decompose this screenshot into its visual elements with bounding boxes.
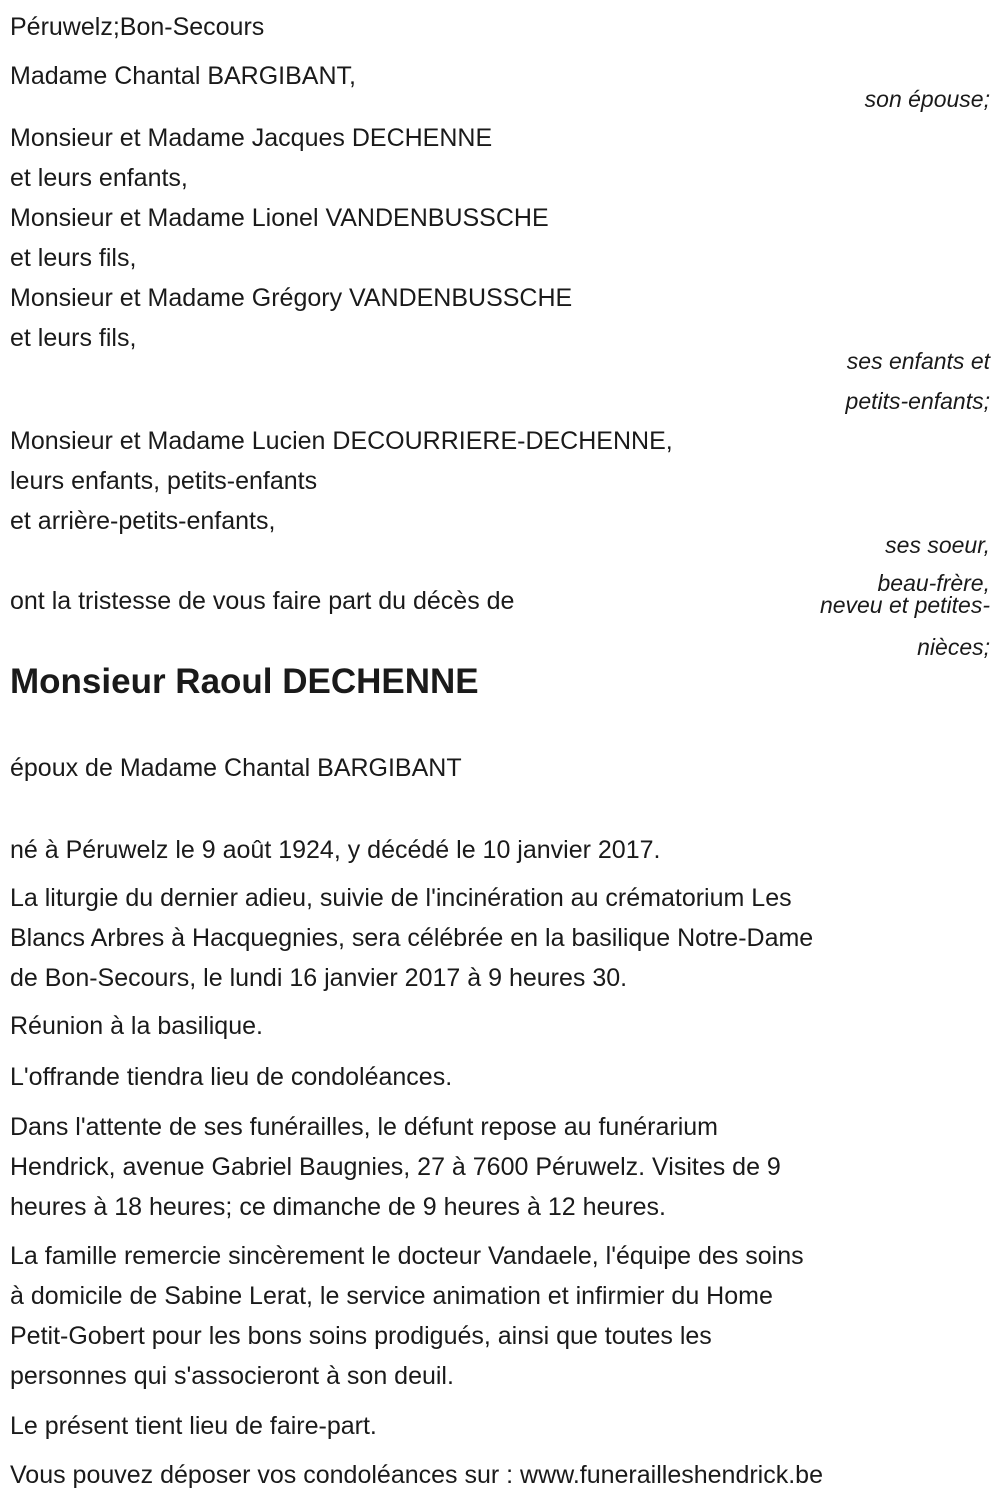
family-line: et leurs enfants, <box>10 164 188 192</box>
family-line: et arrière-petits-enfants, <box>10 507 276 535</box>
family-line: Monsieur et Madame Lucien DECOURRIERE-DECHENNE, <box>10 427 673 455</box>
relation-label: petits-enfants; <box>845 388 990 414</box>
body-line: Le présent tient lieu de faire-part. <box>10 1412 377 1440</box>
body-line: heures à 18 heures; ce dimanche de 9 heures à 12 heures. <box>10 1193 666 1221</box>
body-line: Hendrick, avenue Gabriel Baugnies, 27 à 7600 Péruwelz. Visites de 9 <box>10 1153 781 1181</box>
body-line: Blancs Arbres à Hacquegnies, sera célébrée en la basilique Notre-Dame <box>10 924 814 952</box>
spouse-line: époux de Madame Chantal BARGIBANT <box>10 754 462 782</box>
relation-label: ses enfants et <box>846 348 990 374</box>
relation-label: beau-frère, <box>877 570 990 596</box>
deceased-name: Monsieur Raoul DECHENNE <box>10 662 479 701</box>
relation-label: son épouse; <box>864 86 990 112</box>
family-line: Madame Chantal BARGIBANT, <box>10 62 356 90</box>
body-line: personnes qui s'associeront à son deuil. <box>10 1362 454 1390</box>
body-line: La famille remercie sincèrement le docteur Vandaele, l'équipe des soins <box>10 1242 804 1270</box>
body-line: L'offrande tiendra lieu de condoléances. <box>10 1063 453 1091</box>
family-line: et leurs fils, <box>10 244 137 272</box>
family-line: Monsieur et Madame Jacques DECHENNE <box>10 124 493 152</box>
relation-label: neveu et petites- <box>819 592 990 618</box>
body-line: La liturgie du dernier adieu, suivie de l'incinération au crématorium Les <box>10 884 792 912</box>
body-line: à domicile de Sabine Lerat, le service animation et infirmier du Home <box>10 1282 773 1310</box>
body-line: Dans l'attente de ses funérailles, le défunt repose au funérarium <box>10 1113 718 1141</box>
relation-label: nièces; <box>917 634 990 660</box>
family-line: Monsieur et Madame Lionel VANDENBUSSCHE <box>10 204 549 232</box>
family-line: Monsieur et Madame Grégory VANDENBUSSCHE <box>10 284 573 312</box>
family-line: leurs enfants, petits-enfants <box>10 467 318 495</box>
condolences-line: Vous pouvez déposer vos condoléances sur : www.funerailleshendrick.be <box>10 1461 823 1489</box>
body-line: né à Péruwelz le 9 août 1924, y décédé le 10 janvier 2017. <box>10 836 661 864</box>
body-line: Réunion à la basilique. <box>10 1012 263 1040</box>
body-line: de Bon-Secours, le lundi 16 janvier 2017 à 9 heures 30. <box>10 964 628 992</box>
family-line: et leurs fils, <box>10 324 137 352</box>
location-header: Péruwelz;Bon-Secours <box>10 13 265 41</box>
body-line: Petit-Gobert pour les bons soins prodigués, ainsi que toutes les <box>10 1322 712 1350</box>
announcement-line: ont la tristesse de vous faire part du décès de <box>10 587 515 615</box>
relation-label: ses soeur, <box>885 532 990 558</box>
